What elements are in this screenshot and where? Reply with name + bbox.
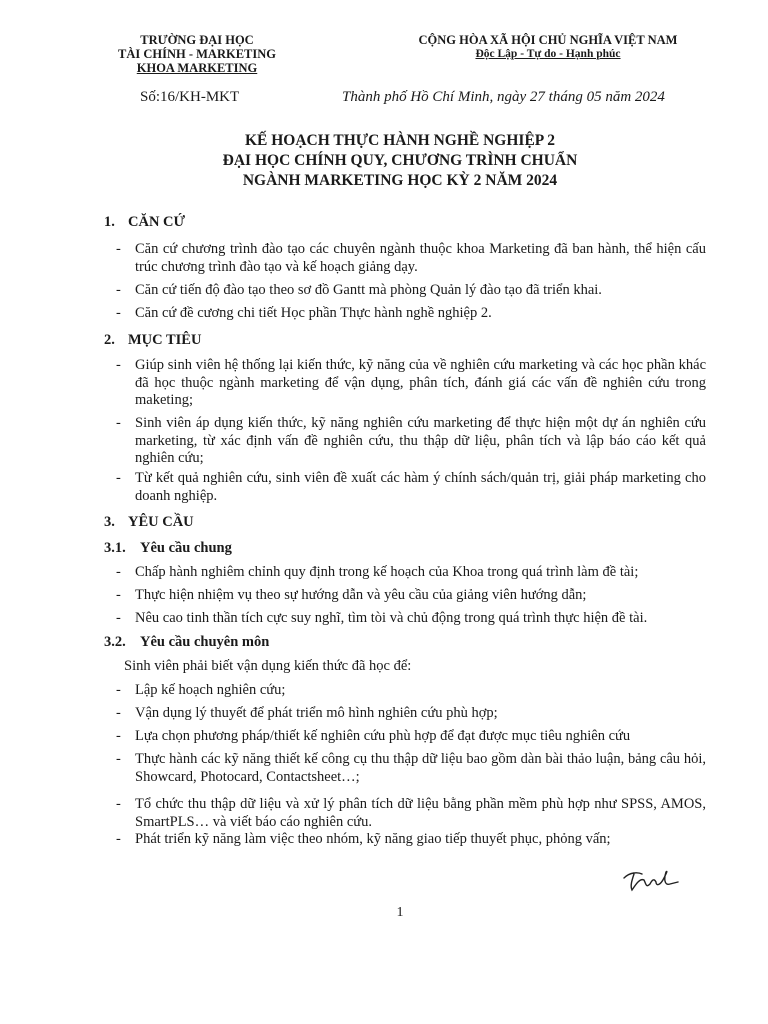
school-name-line1: TRƯỜNG ĐẠI HỌC (140, 33, 254, 47)
dash-bullet-icon: - (116, 415, 121, 431)
section-heading-1 (104, 214, 185, 231)
subsection-title: Yêu cầu chung (140, 540, 232, 556)
subsection-heading-3-1 (104, 540, 232, 557)
list-item: - Vận dụng lý thuyết để phát triển mô hình nghiên cứu phù hợp; (116, 705, 498, 721)
section-number: 2. (104, 332, 115, 348)
subsection-heading-3-2 (104, 634, 269, 651)
dash-bullet-icon: - (116, 282, 121, 298)
dash-bullet-icon: - (116, 610, 121, 626)
dash-bullet-icon: - (116, 705, 121, 721)
title-line-3: NGÀNH MARKETING HỌC KỲ 2 NĂM 2024 (242, 172, 558, 189)
section-title: MỤC TIÊU (128, 332, 202, 348)
dash-bullet-icon: - (116, 241, 121, 257)
list-item: - Phát triển kỹ năng làm việc theo nhóm, kỹ năng giao tiếp thuyết phục, phỏng vấn; (116, 831, 611, 847)
list-item: - Căn cứ tiến độ đào tạo theo sơ đồ Gantt mà phòng Quản lý đào tạo đã triển khai. (116, 282, 602, 298)
dash-bullet-icon: - (116, 728, 121, 744)
handwritten-initial-icon (620, 864, 680, 894)
dash-bullet-icon: - (116, 564, 121, 580)
section-number: 1. (104, 214, 115, 230)
list-item: - Tổ chức thu thập dữ liệu và xử lý phân tích dữ liệu bằng phần mềm phù hợp như SPSS, AMOS, SmartPLS… và viết báo cáo nghiên cứu. (116, 796, 706, 830)
list-item: - Lập kế hoạch nghiên cứu; (116, 682, 286, 698)
dash-bullet-icon: - (116, 470, 121, 486)
document-number: Số:16/KH-MKT (140, 89, 240, 105)
dash-bullet-icon: - (116, 831, 121, 847)
subsection-intro: Sinh viên phải biết vận dụng kiến thức đã học để: (124, 658, 412, 674)
section-number: 3. (104, 514, 115, 530)
page-number: 1 (396, 905, 404, 920)
dash-bullet-icon: - (116, 682, 121, 698)
dash-bullet-icon: - (116, 587, 121, 603)
dash-bullet-icon: - (116, 357, 121, 373)
list-item: - Thực hành các kỹ năng thiết kế công cụ thu thập dữ liệu bao gồm dàn bài thảo luận, bảng câu hỏi, Showcard, Photocard, Contactsheet…; (116, 751, 706, 785)
nation-header (398, 33, 698, 61)
list-item: - Từ kết quả nghiên cứu, sinh viên đề xuất các hàm ý chính sách/quản trị, giải pháp marketing cho doanh nghiệp. (116, 470, 706, 504)
list-item: - Lựa chọn phương pháp/thiết kế nghiên cứu phù hợp để đạt được mục tiêu nghiên cứu (116, 728, 631, 744)
subsection-title: Yêu cầu chuyên môn (140, 634, 270, 650)
list-item: - Sinh viên áp dụng kiến thức, kỹ năng nghiên cứu marketing để thực hiện một dự án nghiên cứu marketing, từ xác định vấn đề nghiên cứu, thu thập dữ liệu, phân tích và lập báo cáo kết quả nghiên cứu; (116, 415, 706, 466)
list-item: - Chấp hành nghiêm chỉnh quy định trong kế hoạch của Khoa trong quá trình làm đề tài; (116, 564, 639, 580)
document-title (100, 131, 700, 191)
list-item: - Căn cứ đề cương chi tiết Học phần Thực hành nghề nghiệp 2. (116, 305, 492, 321)
section-title: YÊU CẦU (128, 514, 194, 530)
list-item: - Giúp sinh viên hệ thống lại kiến thức, kỹ năng của về nghiên cứu marketing và các học phần khác đã học thuộc ngành marketing để vận dụng, phân tích, đánh giá các vấn đề nghiên cứu trong maketing; (116, 357, 706, 408)
national-motto: Độc Lập - Tự do - Hạnh phúc (475, 48, 621, 60)
list-item: - Thực hiện nhiệm vụ theo sự hướng dẫn và yêu cầu của giảng viên hướng dẫn; (116, 587, 587, 603)
section-heading-2 (104, 332, 201, 349)
section-title: CĂN CỨ (128, 214, 186, 230)
section-heading-3 (104, 514, 194, 531)
school-header (104, 33, 290, 75)
dash-bullet-icon: - (116, 751, 121, 767)
title-line-2: ĐẠI HỌC CHÍNH QUY, CHƯƠNG TRÌNH CHUẨN (222, 152, 578, 169)
list-item: - Căn cứ chương trình đào tạo các chuyên ngành thuộc khoa Marketing đã ban hành, thể hiện cấu trúc chương trình đào tạo và kế hoạch giảng dạy. (116, 241, 706, 275)
dash-bullet-icon: - (116, 796, 121, 812)
place-and-date: Thành phố Hồ Chí Minh, ngày 27 tháng 05 năm 2024 (342, 89, 665, 105)
department-name: KHOA MARKETING (136, 61, 258, 75)
subsection-number: 3.2. (104, 634, 126, 650)
dash-bullet-icon: - (116, 305, 121, 321)
nation-name: CỘNG HÒA XÃ HỘI CHỦ NGHĨA VIỆT NAM (418, 33, 678, 47)
list-item: - Nêu cao tinh thần tích cực suy nghĩ, tìm tòi và chủ động trong quá trình thực hiện đề tài. (116, 610, 648, 626)
school-name-line2: TÀI CHÍNH - MARKETING (118, 47, 276, 61)
title-line-1: KẾ HOẠCH THỰC HÀNH NGHỀ NGHIỆP 2 (244, 132, 556, 149)
subsection-number: 3.1. (104, 540, 126, 556)
